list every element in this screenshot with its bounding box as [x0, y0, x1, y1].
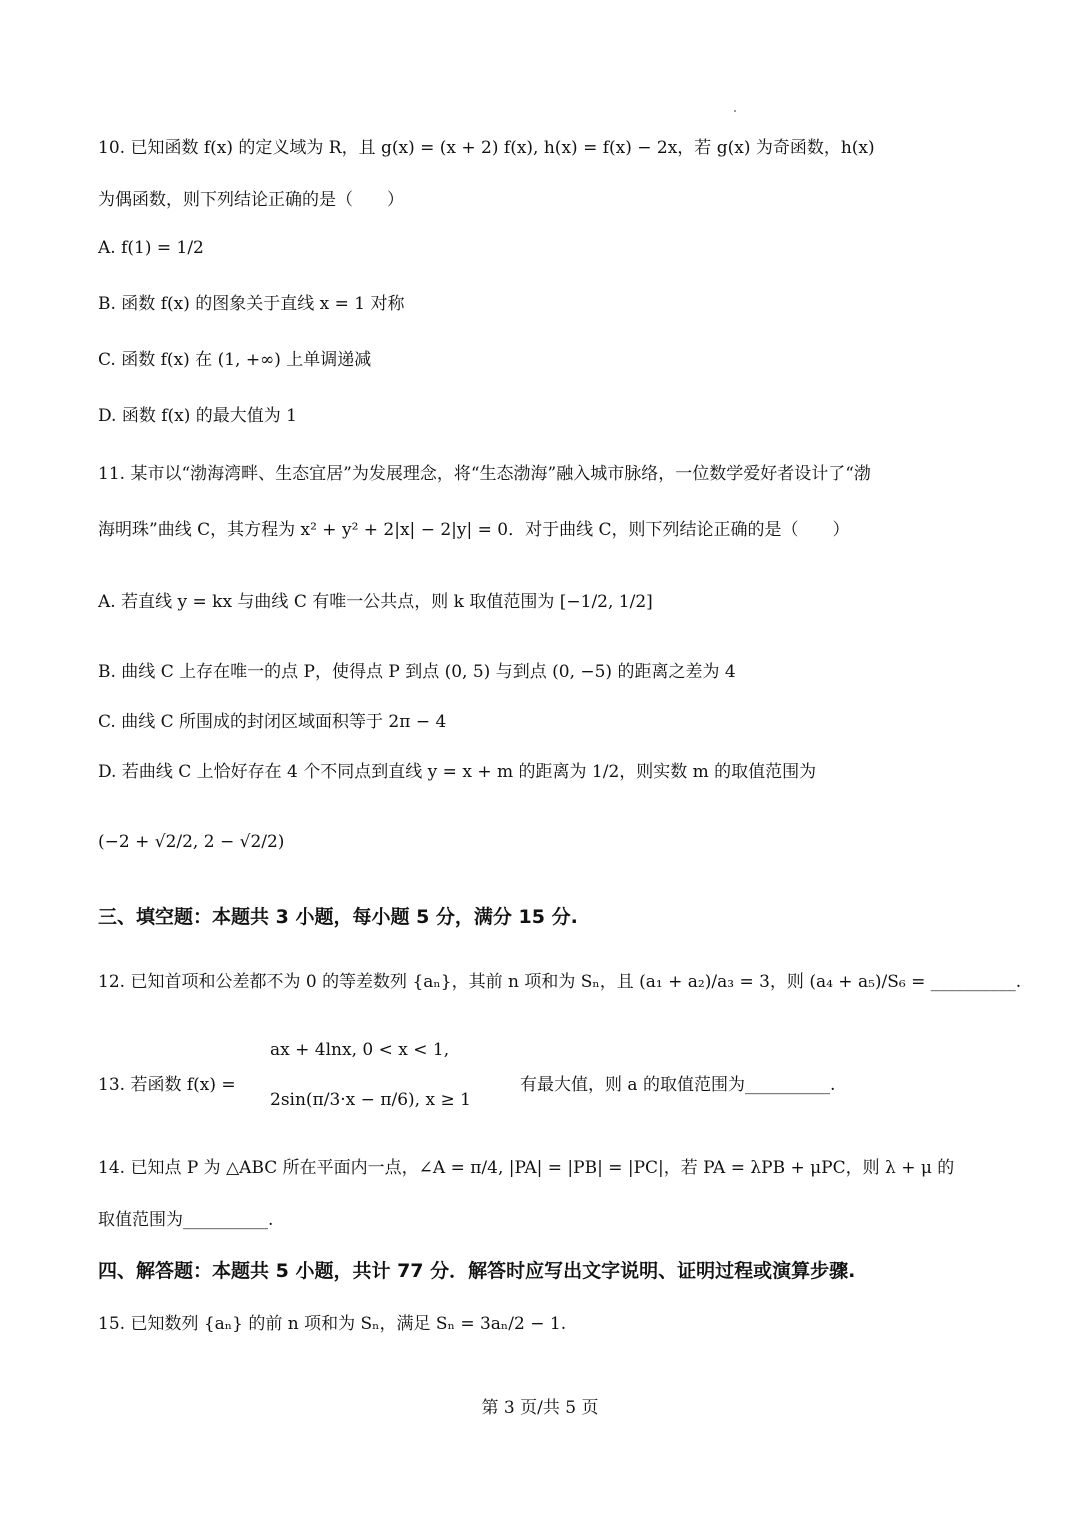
q13-tail: 有最大值，则 a 的取值范围为__________. [520, 1075, 836, 1095]
q11-option-b: B. 曲线 C 上存在唯一的点 P，使得点 P 到点 (0, 5) 与到点 (0, −5) 的距离之差为 4 [98, 662, 736, 682]
q11-option-a: A. 若直线 y = kx 与曲线 C 有唯一公共点，则 k 取值范围为 [−1/2, 1/2] [98, 592, 653, 612]
section4-heading: 四、解答题：本题共 5 小题，共计 77 分．解答时应写出文字说明、证明过程或演算步骤. [98, 1260, 856, 1282]
section3-heading: 三、填空题：本题共 3 小题，每小题 5 分，满分 15 分. [98, 906, 578, 928]
q11-stem-line2: 海明珠”曲线 C，其方程为 x² + y² + 2|x| − 2|y| = 0．对于曲线 C，则下列结论正确的是（ ） [98, 520, 850, 540]
q14-line2: 取值范围为__________. [98, 1210, 274, 1230]
q15-text: 15. 已知数列 {aₙ} 的前 n 项和为 Sₙ，满足 Sₙ = 3aₙ/2 − 1. [98, 1314, 567, 1334]
q11-stem-line1: 11. 某市以“渤海湾畔、生态宜居”为发展理念，将“生态渤海”融入城市脉络，一位数学爱好者设计了“渤 [98, 464, 871, 484]
q14-line1: 14. 已知点 P 为 △ABC 所在平面内一点，∠A = π/4, |PA| = |PB| = |PC|，若 PA = λPB + μPC，则 λ + μ 的 [98, 1158, 955, 1178]
q11-option-d-range: (−2 + √2/2, 2 − √2/2) [98, 832, 285, 852]
scan-speck [734, 110, 736, 112]
q13-case2: 2sin(π/3·x − π/6), x ≥ 1 [270, 1090, 471, 1110]
q10-stem-line1: 10. 已知函数 f(x) 的定义域为 R，且 g(x) = (x + 2) f(x), h(x) = f(x) − 2x，若 g(x) 为奇函数，h(x) [98, 138, 875, 158]
q13-lead: 13. 若函数 f(x) = [98, 1075, 236, 1095]
q13-case1: ax + 4lnx, 0 < x < 1, [270, 1040, 450, 1060]
q10-option-c: C. 函数 f(x) 在 (1, +∞) 上单调递减 [98, 350, 372, 370]
page-footer: 第 3 页/共 5 页 [481, 1398, 599, 1418]
q10-option-a: A. f(1) = 1/2 [98, 238, 204, 258]
q10-stem-line2: 为偶函数，则下列结论正确的是（ ） [98, 190, 404, 210]
q10-option-b: B. 函数 f(x) 的图象关于直线 x = 1 对称 [98, 294, 405, 314]
q12-text: 12. 已知首项和公差都不为 0 的等差数列 {aₙ}，其前 n 项和为 Sₙ，且 (a₁ + a₂)/a₃ = 3，则 (a₄ + a₅)/S₆ = __________. [98, 972, 1022, 992]
q11-option-c: C. 曲线 C 所围成的封闭区域面积等于 2π − 4 [98, 712, 447, 732]
q10-option-d: D. 函数 f(x) 的最大值为 1 [98, 406, 298, 426]
q11-option-d: D. 若曲线 C 上恰好存在 4 个不同点到直线 y = x + m 的距离为 1/2，则实数 m 的取值范围为 [98, 762, 817, 782]
